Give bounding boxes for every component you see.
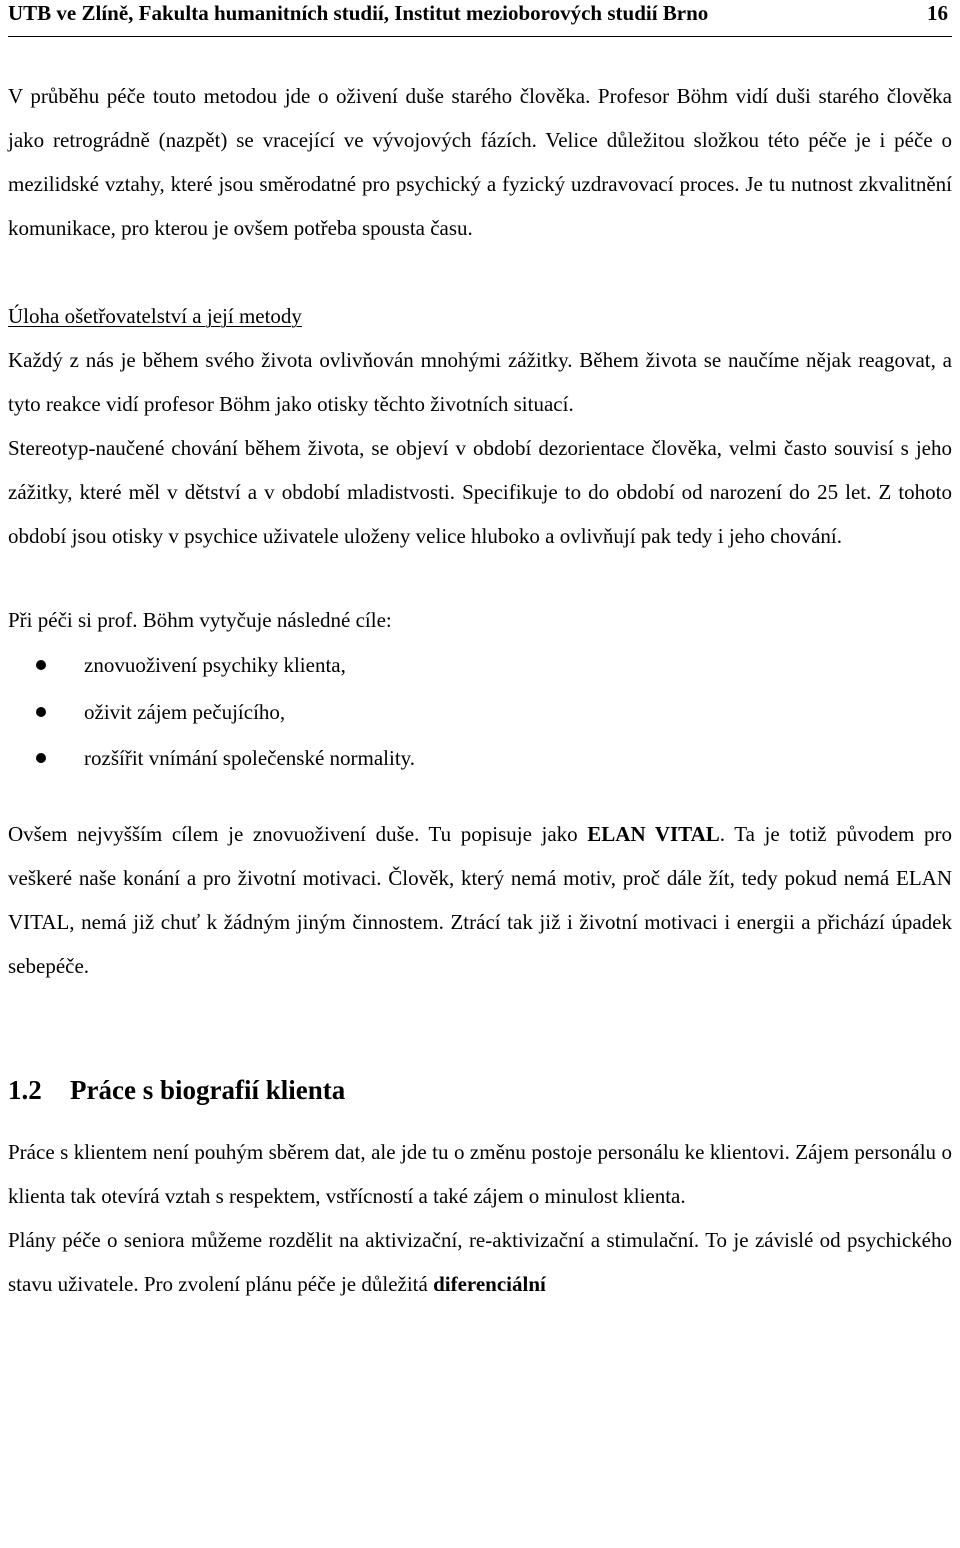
- subheading-text: Úloha ošetřovatelství a její metody: [8, 304, 302, 328]
- subheading: [8, 294, 952, 338]
- paragraph-goals-intro: Při péči si prof. Böhm vytyčuje následné cíle:: [8, 608, 392, 632]
- goals-list: [8, 642, 952, 782]
- paragraph-care-plans: Plány péče o seniora můžeme rozdělit na aktivizační, re-aktivizační a stimulační. To je závislé od psychického stavu uživatele. Pro zvolení plánu péče je důležitá diferenciální: [8, 1227, 952, 1296]
- differential-bold: diferenciální: [433, 1271, 546, 1296]
- bullet-icon: [36, 707, 46, 717]
- document-body: [8, 74, 952, 1306]
- list-item: znovuoživení psychiky klienta,: [8, 642, 952, 689]
- list-item: rozšířit vnímání společenské normality.: [8, 735, 952, 782]
- paragraph-elan-vital: Ovšem nejvyšším cílem je znovuoživení duše. Tu popisuje jako ELAN VITAL. Ta je totiž původem pro veškeré naše konání a pro životní motivaci. Člověk, který nemá motiv, proč dále žít, tedy pokud nemá ELAN VITAL, nemá již chuť k žádným jiným činnostem. Ztrácí tak již i životní motivaci i energii a přichází úpadek sebepéče.: [8, 821, 952, 978]
- bullet-icon: [36, 753, 46, 763]
- paragraph-stereotype: Stereotyp-naučené chování během života, se objeví v období dezorientace člověka, velmi často souvisí s jeho zážitky, které měl v dětství a v období mladistvosti. Specifikuje to do období od narození do 25 let. Z tohoto období jsou otisky v psychice uživatele uloženy velice hluboko a ovlivňují pak tedy i jeho chování.: [8, 436, 952, 548]
- section-number: 1.2: [8, 1074, 42, 1105]
- header-title: UTB ve Zlíně, Fakulta humanitních studií, Institut mezioborových studií Brno: [8, 1, 709, 25]
- paragraph-biography: Práce s klientem není pouhým sběrem dat, ale jde tu o změnu postoje personálu ke klientovi. Zájem personálu o klienta tak otevírá vztah s respektem, vstřícností a také zájem o minulost klienta.: [8, 1139, 952, 1208]
- paragraph-intro: V průběhu péče touto metodou jde o oživení duše starého člověka. Profesor Böhm vidí duši starého člověka jako retrográdně (nazpět) se vracející ve vývojových fázích. Velice důležitou složkou této péče je i péče o mezilidské vztahy, které jsou směrodatné pro psychický a fyzický uzdravovací proces. Je tu nutnost zkvalitnění komunikace, pro kterou je ovšem potřeba spousta času.: [8, 84, 952, 240]
- list-item: oživit zájem pečujícího,: [8, 689, 952, 736]
- bullet-icon: [36, 660, 46, 670]
- page-header: [8, 0, 952, 37]
- paragraph-experiences: Každý z nás je během svého života ovlivňován mnohými zážitky. Během života se naučíme nějak reagovat, a tyto reakce vidí profesor Böhm jako otisky těchto životních situací.: [8, 348, 952, 416]
- elan-vital-bold: ELAN VITAL: [587, 821, 720, 846]
- page-number: 16: [927, 1, 948, 25]
- section-title: Práce s biografií klienta: [70, 1074, 346, 1105]
- section-heading: [8, 1068, 952, 1112]
